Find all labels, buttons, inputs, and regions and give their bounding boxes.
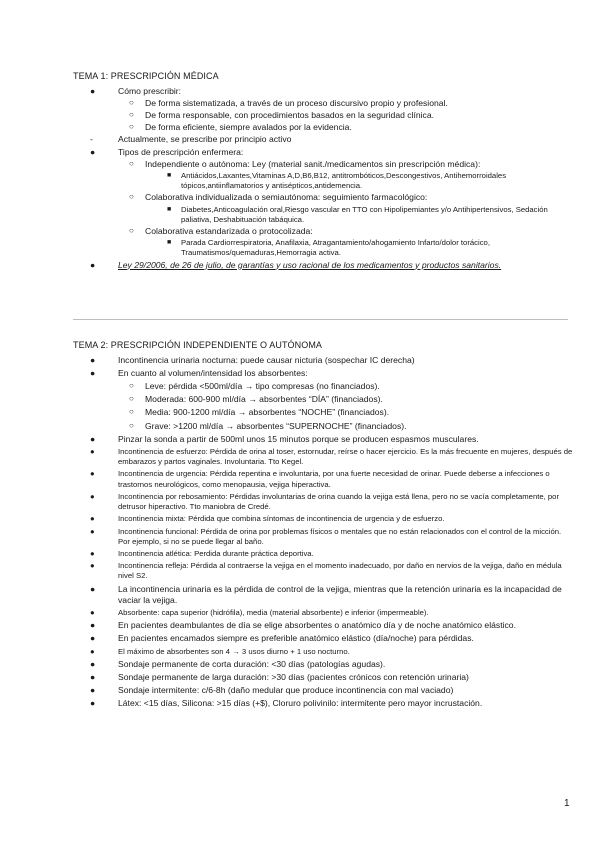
bullet-icon: ● [90, 367, 96, 378]
list-item [73, 608, 573, 618]
bullet-icon: ● [90, 146, 96, 157]
list-item [73, 205, 573, 225]
volumen-text: En cuanto al volumen/intensidad los absorbentes: [118, 367, 308, 378]
tema2-item: Látex: <15 días, Silicona: >15 días (+$), Cloruro polivinilo: intermitente pero mayor incrustación. [118, 698, 483, 709]
tema2-item: Absorbente: capa superior (hidrófila), media (material absorbente) e inferior (impermeable). [118, 608, 429, 618]
tema1-section [73, 71, 573, 272]
bullet-icon: ● [90, 583, 96, 594]
list-item [73, 561, 573, 581]
bullet-icon: ● [90, 514, 95, 524]
list-item [73, 159, 573, 170]
tema1-title: TEMA 1: PRESCRIPCIÓN MÉDICA [73, 71, 219, 81]
list-item [73, 492, 573, 512]
volumen-sub-item: Media: 900-1200 ml/día → absorbentes “NOCHE” (financiados). [145, 407, 390, 418]
list-item [73, 260, 573, 271]
list-item [73, 368, 573, 379]
tema2-item: Incontinencia atlética: Perdida durante práctica deportiva. [118, 549, 314, 558]
list-item [73, 98, 573, 109]
bullet-icon: ● [90, 646, 95, 656]
list-item [73, 685, 573, 696]
list-item [73, 110, 573, 121]
tema2-item: En pacientes encamados siempre es preferible anatómico elástico (día/noche) para pérdidas. [118, 633, 474, 644]
nocturna-text: Incontinencia urinaria nocturna: puede causar nicturia (sospechar IC derecha) [118, 354, 415, 365]
list-item [73, 434, 573, 445]
bullet-icon: ● [90, 672, 96, 683]
independiente-text: Independiente o autónoma: Ley (material sanit./medicamentos sin prescripción médica): [145, 158, 481, 169]
square-bullet-icon: ■ [167, 239, 172, 247]
colaborativa-ind-text: Colaborativa individualizada o semiautónoma: seguimiento farmacológico: [145, 192, 428, 203]
bullet-icon: ● [90, 433, 96, 444]
list-item [73, 192, 573, 203]
list-item [73, 633, 573, 644]
list-item [73, 647, 573, 657]
ley-text: Ley 29/2006, de 26 de julio, de garantías y uso racional de los medicamentos y productos sanitarios. [118, 259, 502, 270]
list-item [73, 238, 573, 258]
circle-bullet-icon: ○ [129, 381, 134, 391]
circle-bullet-icon: ○ [129, 420, 134, 430]
tema2-item: El máximo de absorbentes son 4 → 3 usos diurno + 1 uso nocturno. [118, 646, 350, 656]
como-sub-item: De forma eficiente, siempre avalados por la evidencia. [145, 122, 352, 133]
tema2-item: Incontinencia funcional: Pérdida de orina por problemas físicos o mentales que no están relacionados con el control de la micción. Por ejemplo, si no se puede llegar al baño. [118, 526, 562, 546]
tema2-item: Sondaje permanente de corta duración: <30 días (patologías agudas). [118, 658, 386, 669]
list-item [73, 86, 573, 97]
bullet-icon: ● [90, 698, 96, 709]
tema2-item: En pacientes deambulantes de día se elige absorbentes o anatómico día y de noche anatómico elástico. [118, 620, 516, 631]
bullet-icon: ● [90, 491, 95, 501]
list-item [73, 355, 573, 366]
circle-bullet-icon: ○ [129, 394, 134, 404]
tema2-item: Incontinencia mixta: Pérdida que combina síntomas de incontinencia de urgencia y de esfuerzo. [118, 514, 445, 524]
list-item [73, 226, 573, 237]
circle-bullet-icon: ○ [129, 122, 134, 132]
circle-bullet-icon: ○ [129, 97, 134, 107]
circle-bullet-icon: ○ [129, 226, 134, 235]
dash-bullet-icon: - [90, 134, 93, 145]
tema2-item: La incontinencia urinaria es la pérdida de control de la vejiga, mientras que la retención urinaria es la incapacidad de vaciar la vejiga. [118, 583, 562, 605]
list-item [73, 527, 573, 547]
volumen-sub-item: Grave: >1200 ml/día → absorbentes “SUPERNOCHE” (financiados). [145, 420, 407, 431]
colaborativa-est-text: Colaborativa estandarizada o protocolizada: [145, 226, 313, 236]
tema2-item: Pinzar la sonda a partir de 500ml unos 15 minutos porque se producen espasmos musculares. [118, 433, 479, 444]
bullet-icon: ● [90, 446, 95, 456]
colaborativa-ind-detail: Diabetes,Anticoagulación oral,Riesgo vascular en TTO con Hipolipemiantes y/o Antihipertensivos, Sedación paliativa, Deshabituación tabáquica. [181, 204, 548, 224]
bullet-icon: ● [90, 469, 95, 479]
actualmente-text: Actualmente, se prescribe por principio activo [118, 134, 292, 145]
list-item [73, 171, 573, 191]
bullet-icon: ● [90, 561, 95, 571]
tipos-text: Tipos de prescripción enfermera: [118, 146, 244, 157]
list-item [73, 469, 573, 489]
bullet-icon: ● [90, 259, 96, 270]
tema2-item: Incontinencia de urgencia: Pérdida repentina e involuntaria, por una fuerte necesidad de orinar. Puede deberse a infecciones o trastornos neurológicos, como menopausia, vejiga hiperactiva. [118, 469, 550, 489]
tema2-item: Incontinencia refleja: Pérdida al contraerse la vejiga en el momento inadecuado, por daño en nervios de la vejiga, daño en médula nivel S2. [118, 561, 562, 581]
list-item [73, 421, 573, 432]
bullet-icon: ● [90, 658, 96, 669]
list-item [73, 147, 573, 158]
circle-bullet-icon: ○ [129, 407, 134, 417]
list-item [73, 698, 573, 709]
volumen-sub-item: Leve: pérdida <500ml/día → tipo compresas (no financiados). [145, 381, 380, 392]
list-item [73, 514, 573, 524]
colaborativa-est-detail: Parada Cardiorrespiratoria, Anafilaxia, Atragantamiento/ahogamiento Infarto/dolor torácico, Traumatismos/quemaduras,Hemorragia activa. [181, 238, 490, 258]
list-item [73, 659, 573, 670]
bullet-icon: ● [90, 685, 96, 696]
list-item [73, 672, 573, 683]
tema2-item: Sondaje permanente de larga duración: >30 días (pacientes crónicos con retención urinaria) [118, 672, 469, 683]
bullet-icon: ● [90, 633, 96, 644]
section-divider [73, 319, 568, 320]
como-prescribir: Cómo prescribir: [118, 85, 182, 96]
page-number: 1 [564, 798, 570, 809]
list-item [73, 134, 573, 145]
bullet-icon: ● [90, 608, 95, 618]
bullet-icon: ● [90, 549, 95, 558]
list-item [73, 620, 573, 631]
list-item [73, 447, 573, 467]
bullet-icon: ● [90, 354, 96, 365]
bullet-icon: ● [90, 620, 96, 631]
tema1-list [73, 86, 573, 271]
list-item [73, 584, 573, 606]
square-bullet-icon: ■ [167, 205, 172, 213]
como-sub-item: De forma sistematizada, a través de un proceso discursivo propio y profesional. [145, 97, 448, 108]
tema2-item: Incontinencia de esfuerzo: Pérdida de orina al toser, estornudar, reírse o hacer ejercicio. Es la más frecuente en mujeres, después de embarazos y partos vaginales. Involuntaria. Tto Kegel. [118, 446, 573, 467]
tema2-item: Sondaje intermitente: c/6-8h (daño medular que produce incontinencia con mal vaciado) [118, 685, 454, 696]
bullet-icon: ● [90, 526, 95, 536]
list-item [73, 394, 573, 405]
tema2-section [73, 340, 573, 712]
como-sub-item: De forma responsable, con procedimientos basados en la seguridad clínica. [145, 110, 435, 121]
tema2-title: TEMA 2: PRESCRIPCIÓN INDEPENDIENTE O AUTÓNOMA [73, 340, 323, 350]
circle-bullet-icon: ○ [129, 110, 134, 120]
bullet-icon: ● [90, 85, 96, 96]
list-item [73, 381, 573, 392]
circle-bullet-icon: ○ [129, 158, 134, 168]
list-item [73, 122, 573, 133]
list-item [73, 549, 573, 559]
square-bullet-icon: ■ [167, 171, 172, 179]
circle-bullet-icon: ○ [129, 192, 134, 202]
volumen-sub-item: Moderada: 600-900 ml/día → absorbentes “DÍA” (financiados). [145, 394, 383, 405]
tema2-item: Incontinencia por rebosamiento: Pérdidas involuntarias de orina cuando la vejiga está llena, pero no se vacía completamente, por detrusor hiperactivo. Tto maniobra de Credé. [118, 491, 560, 512]
tema2-list [73, 355, 573, 710]
list-item [73, 407, 573, 418]
independiente-detail: Antiácidos,Laxantes,Vitaminas A,D,B6,B12, antitrombóticos,Descongestivos, Antihemorroidales tópicos,antiinflamatorios y antisépticos,antidemencia. [181, 170, 507, 191]
